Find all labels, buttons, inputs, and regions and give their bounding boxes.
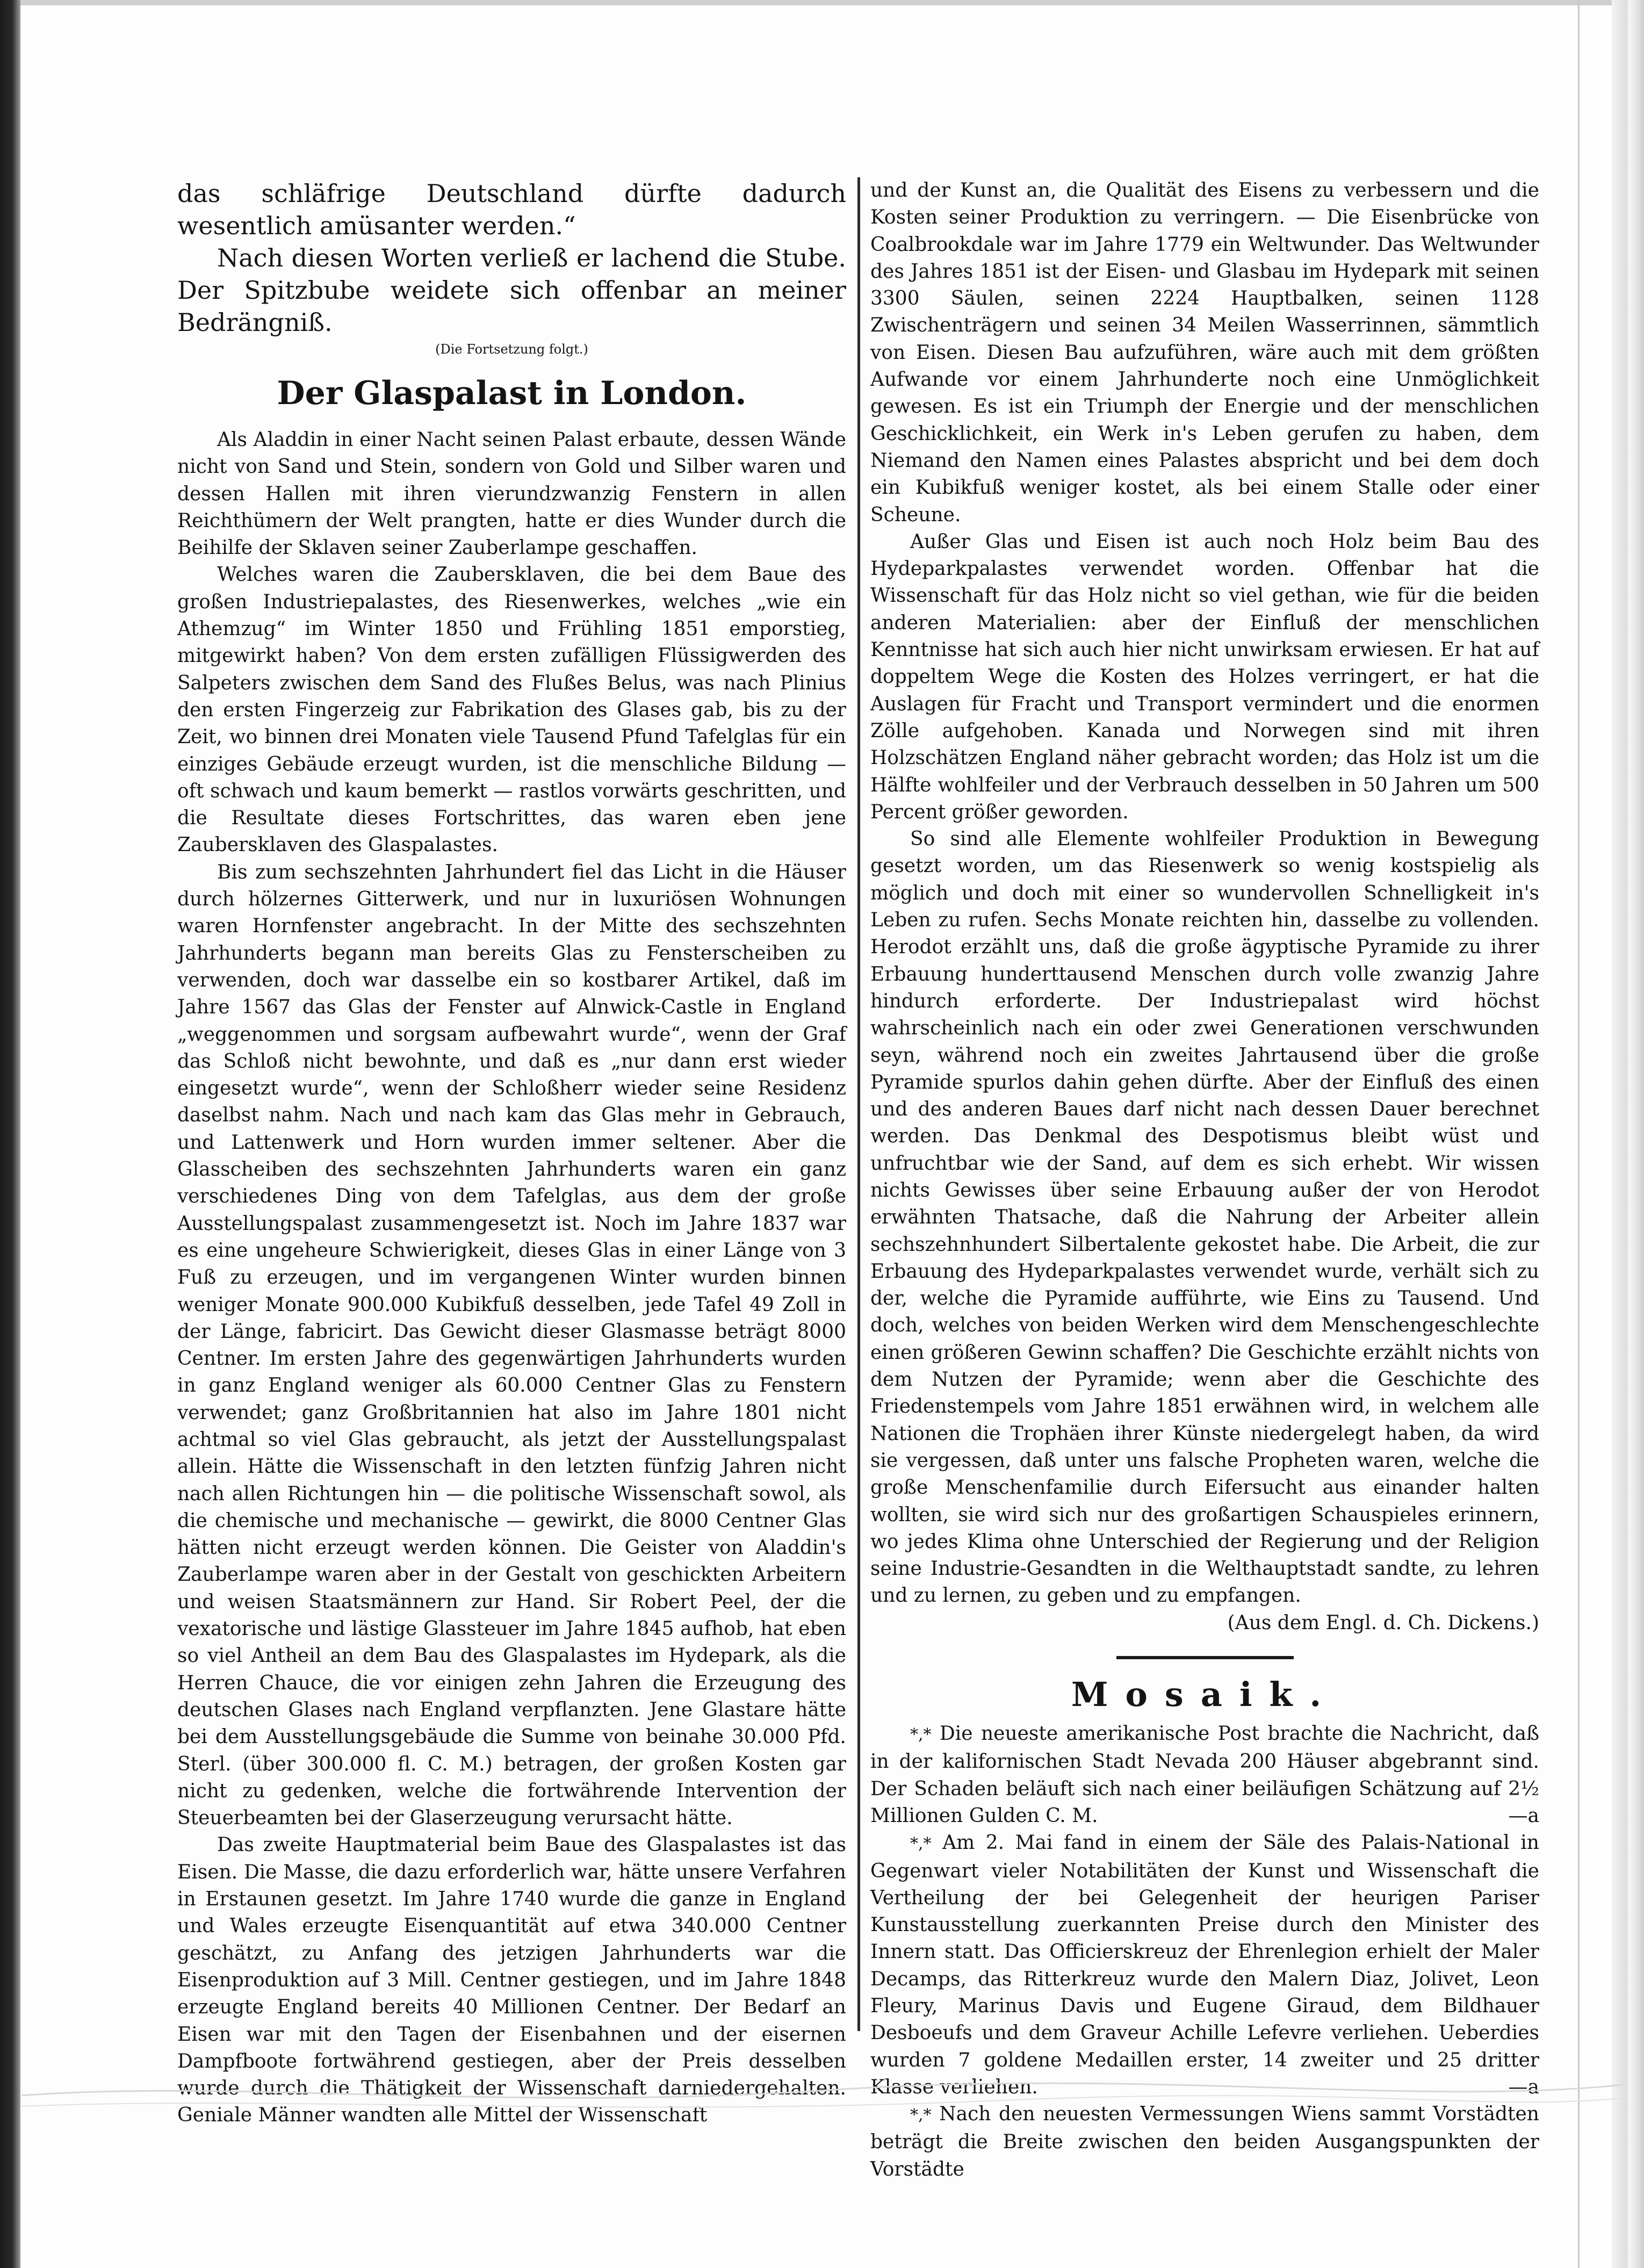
article-source: (Aus dem Engl. d. Ch. Dickens.) <box>1227 1611 1539 1634</box>
section-divider-rule <box>1116 1656 1294 1659</box>
mosaik-item-signature: —a <box>1508 2076 1539 2098</box>
continuation-note: (Die Fortsetzung folgt.) <box>435 342 588 357</box>
page-fold-line <box>1578 0 1580 2268</box>
mosaik-item-signature: —a <box>1508 1804 1539 1827</box>
article-paragraph-1: Als Aladdin in einer Nacht seinen Palast erbaute, dessen Wände nicht von Sand und Stein, sondern von Gold und Silber waren und dessen Hallen mit ihren vierundzwanzig Fenstern in allen Reichthümern der Welt prangten, hatte er dies Wunder durch die Beihilfe der Sklaven seiner Zauberlampe geschaffen. <box>177 429 846 559</box>
article-paragraph-4: Das zweite Hauptmaterial beim Baue des Glaspalastes ist das Eisen. Die Masse, die dazu erforderlich war, hätte unsere Verfahren in Erstaunen gesetzt. Im Jahre 1740 wurde die ganze in England und Wales erzeugte Eisenquantität auf etwa 340.000 Centner geschätzt, zu Anfang des jetzigen Jahrhunderts war die Eisenproduktion auf 3 Mill. Centner gestiegen, und im Jahre 1848 erzeugte England bereits 40 Millionen Centner. Der Bedarf an Eisen war mit den Tagen der Eisenbahnen und der eisernen Dampfboote fortwährend gestiegen, aber der Preis desselben wurde durch die Thätigkeit der Wissenschaft darniedergehalten. Geniale Männer wandten alle Mittel der Wissenschaft <box>177 1834 846 2127</box>
article-paragraph-6: Außer Glas und Eisen ist auch noch Holz beim Bau des Hydeparkpalastes verwendet worden. Offenbar hat die Wissenschaft für das Holz nicht so viel gethan, wie für die beiden anderen Materialien: aber der Einfluß der menschlichen Kenntnisse hat sich auch hier nicht unwirksam erwiesen. Er hat auf doppeltem Wege die Kosten des Holzes verringert, er hat die Auslagen für Fracht und Transport vermindert und die enormen Zölle aufgehoben. Kanada und Norwegen sind mit ihren Holzschätzen England näher gebracht worden; das Holz ist um die Hälfte wohlfeiler und der Verbrauch desselben in 50 Jahren um 500 Percent größer geworden. <box>870 530 1539 823</box>
opening-line-1: das schläfrige Deutschland dürfte dadurch wesentlich amüsanter werden.“ <box>177 179 846 240</box>
asterism-icon: *,* <box>910 1725 932 1745</box>
article-paragraph-2: Welches waren die Zaubersklaven, die bei dem Baue des großen Industriepalastes, des Riesenwerkes, welches „wie ein Athemzug“ im Winter 1850 und Frühling 1851 emporstieg, mitgewirkt haben? Von dem ersten zufälligen Flüssigwerden des Salpeters zwischen dem Sand des Flußes Belus, was nach Plinius den ersten Fingerzeig zur Fabrikation des Glases gab, bis zu der Zeit, wo binnen drei Monaten viele Tausend Pfund Tafelglas für ein einziges Gebäude erzeugt wurden, ist die menschliche Bildung — oft schwach und kaum bemerkt — rastlos vorwärts geschritten, und die Resultate dieses Fortschrittes, das waren eben jene Zaubersklaven des Glaspalastes. <box>177 564 846 856</box>
mosaik-item <box>870 1720 1539 1830</box>
mosaik-item-text: Die neueste amerikanische Post brachte die Nachricht, daß in der kalifornischen Stadt Nevada 200 Häuser abgebrannt sind. Der Schaden beläuft sich nach einer beiläufigen Schätzung auf 2½ Millionen Gulden C. M. <box>870 1723 1539 1827</box>
article-paragraph-3: Bis zum sechszehnten Jahrhundert fiel das Licht in die Häuser durch hölzernes Gitterwerk, und nur in luxuriösen Wohnungen waren Hornfenster angebracht. In der Mitte des sechszehnten Jahrhunderts begann man bereits Glas zu Fensterscheiben zu verwenden, doch war dasselbe ein so kostbarer Artikel, daß im Jahre 1567 das Glas der Fenster auf Alnwick-Castle in England „weggenommen und sorgsam aufbewahrt wurde“, wenn der Graf das Schloß nicht bewohnte, und daß es „nur dann erst wieder eingesetzt wurde“, wenn der Schloßherr wieder seine Residenz daselbst nahm. Nach und nach kam das Glas mehr in Gebrauch, und Lattenwerk und Horn wurden immer seltener. Aber die Glasscheiben des sechszehnten Jahrhunderts waren ein ganz verschiedenes Ding von dem Tafelglas, aus dem der große Ausstellungspalast zusammengesetzt ist. Noch im Jahre 1837 war es eine ungeheure Schwierigkeit, dieses Glas in einer Länge von 3 Fuß zu erzeugen, und im vergangenen Winter wurden binnen weniger Monate 900.000 Kubikfuß desselben, jede Tafel 49 Zoll in der Länge, fabricirt. Das Gewicht dieser Glasmasse beträgt 8000 Centner. Im ersten Jahre des gegenwärtigen Jahrhunderts wurden in ganz England weniger als 60.000 Centner Glas zu Fenstern verwendet; ganz Großbritannien hat also im Jahre 1801 nicht achtmal so viel Glas gebraucht, als jetzt der Ausstellungspalast allein. Hätte die Wissenschaft in den letzten fünfzig Jahren nicht nach allen Richtungen hin — die politische Wissenschaft sowol, als die chemische und mechanische — gewirkt, die 8000 Centner Glas hätten nicht erzeugt werden können. Die Geister von Aladdin's Zauberlampe waren aber in der Gestalt von geschickten Arbeitern und weisen Staatsmännern zur Hand. Sir Robert Peel, der die vexatorische und lästige Glassteuer im Jahre 1845 aufhob, hat eben so viel Antheil an dem Bau des Glaspalastes im Hydepark, als die Herren Chauce, die vor einigen zehn Jahren die Erzeugung des deutschen Glases nach England verpflanzten. Jene Glastare hätte bei dem Ausstellungsgebäude die Summe von beinahe 30.000 Pfd. Sterl. (über 300.000 fl. C. M.) betragen, der großen Kosten gar nicht zu gedenken, welche die fortwährende Intervention der Steuerbeamten bei der Glaserzeugung verursacht hätte. <box>177 861 846 1830</box>
article-paragraph-5: und der Kunst an, die Qualität des Eisens zu verbessern und die Kosten seiner Produktion zu verringern. — Die Eisenbrücke von Coalbrookdale war im Jahre 1779 ein Weltwunder. Das Weltwunder des Jahres 1851 ist der Eisen- und Glasbau im Hydepark mit seinen 3300 Säulen, seinen 2224 Hauptbalken, seinen 1128 Zwischenträgern und seinen 34 Meilen Wasserrinnen, sämmtlich von Eisen. Diesen Bau aufzuführen, wäre auch mit dem größten Aufwande vor einem Jahrhunderte noch eine Unmöglichkeit gewesen. Es ist ein Triumph der Energie und der menschlichen Geschicklichkeit, ein Werk in's Leben gerufen zu haben, dem Niemand den Namen eines Palastes abspricht und bei dem doch ein Kubikfuß weniger kostet, als bei einem Stalle oder einer Scheune. <box>870 179 1539 526</box>
mosaik-item-text: Am 2. Mai fand in einem der Säle des Palais-National in Gegenwart vieler Notabilitäten der Kunst und Wissenschaft die Vertheilung der bei Gelegenheit der heurigen Pariser Kunstausstellung zuerkannten Preise durch den Minister des Innern statt. Das Officierskreuz der Ehrenlegion erhielt der Maler Decamps, das Ritterkreuz wurde den Malern Diaz, Jolivet, Leon Fleury, Marinus Davis und Eugene Giraud, dem Bildhauer Desboeufs und dem Graveur Achille Lefevre verliehen. Ueberdies wurden 7 goldene Medaillen erster, 14 zweiter und 25 dritter Klasse verliehen. <box>870 1832 1539 2098</box>
mosaik-title: Mosaik. <box>1071 1675 1339 1715</box>
article-paragraph-7: So sind alle Elemente wohlfeiler Produktion in Bewegung gesetzt worden, um das Riesenwerk so wenig kostspielig als möglich und doch mit einer so wundervollen Schnelligkeit in's Leben zu rufen. Sechs Monate reichten hin, dasselbe zu vollenden. Herodot erzählt uns, daß die große ägyptische Pyramide zu ihrer Erbauung hunderttausend Menschen durch volle zwanzig Jahre hindurch erforderte. Der Industriepalast wird höchst wahrscheinlich nach ein oder zwei Generationen verschwunden seyn, während noch ein zweites Jahrtausend über die große Pyramide spurlos dahin gehen dürfte. Aber der Einfluß des einen und des anderen Baues darf nicht nach dessen Dauer berechnet werden. Das Denkmal des Despotismus bleibt wüst und unfruchtbar wie der Sand, auf dem es sich erhebt. Wir wissen nichts Gewisses über seine Erbauung außer der von Herodot erwähnten Thatsache, daß die Nahrung der Arbeiter allein sechszehnhundert Silbertalente gekostet habe. Die Arbeit, die zur Erbauung des Hydeparkpalastes verwendet wurde, verhält sich zu der, welche die Pyramide aufführte, wie Eins zu Tausend. Und doch, welches von beiden Werken wird dem Menschengeschlechte einen größeren Gewinn schaffen? Die Geschichte erzählt nichts von dem Nutzen der Pyramide; wenn aber die Geschichte des Friedenstempels vom Jahre 1851 erwähnen wird, in welchem alle Nationen die Trophäen ihrer Künste niedergelegt haben, da wird sie vergessen, daß unter uns falsche Propheten waren, welche die große Menschenfamilie durch Eifersucht aus einander halten wollten, sie wird sich nur des großartigen Schauspieles erinnern, wo jedes Klima ohne Unterschied der Regierung und der Religion seine Industrie-Gesandten in die Welthauptstadt sandte, zu lehren und zu lernen, zu geben und zu empfangen. <box>870 828 1539 1607</box>
mosaik-item-text: Nach den neuesten Vermessungen Wiens sammt Vorstädten beträgt die Breite zwischen den beiden Ausgangspunkten der Vorstädte <box>870 2103 1539 2180</box>
column-divider <box>857 177 860 2031</box>
page-right-edge <box>1612 0 1644 2268</box>
asterism-icon: *,* <box>910 1834 932 1854</box>
page-top-edge <box>20 0 1612 5</box>
scan-edge-marks <box>21 2074 1623 2117</box>
right-column <box>870 177 1539 2183</box>
asterism-icon: *,* <box>910 2106 932 2125</box>
mosaik-item <box>870 1830 1539 2101</box>
page-binding-edge <box>0 0 20 2268</box>
article-title: Der Glaspalast in London. <box>277 375 747 412</box>
left-column <box>177 177 846 2129</box>
opening-line-2: Nach diesen Worten verließ er lachend die Stube. Der Spitzbube weidete sich offenbar an meiner Bedrängniß. <box>177 243 846 337</box>
